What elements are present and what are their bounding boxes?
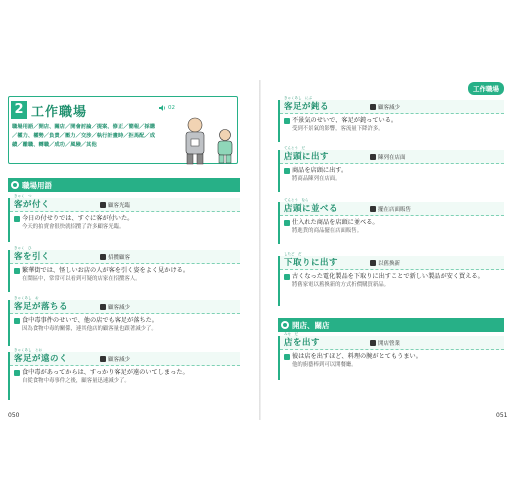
vocab-entry bbox=[278, 96, 504, 142]
example-translation: 將商品陳列在店面。 bbox=[292, 176, 341, 182]
vocab-entry bbox=[8, 246, 240, 292]
section-title: 開店、關店 bbox=[292, 320, 330, 330]
book-icon bbox=[370, 154, 376, 160]
entry-header bbox=[280, 252, 504, 270]
example-japanese-text: 繁華街では、怪しいお店の人が客を引く姿をよく見かける。 bbox=[22, 267, 190, 274]
vocab-entry bbox=[278, 198, 504, 244]
entry-ruby: きゃく つ bbox=[14, 194, 32, 198]
book-icon bbox=[100, 356, 106, 362]
entry-example bbox=[10, 314, 240, 335]
entry-term: 店を出す bbox=[284, 338, 321, 348]
entry-ruby: きゃくあし にぶ bbox=[284, 96, 312, 100]
example-translation: 在鬧區中，常常可以看到可疑的店家在招攬客人。 bbox=[22, 276, 141, 282]
example-marker-icon bbox=[14, 216, 20, 222]
example-translation: 將進貨的商品擺在店面販售。 bbox=[292, 228, 363, 234]
entry-meaning bbox=[370, 103, 400, 111]
example-translation: 自從食物中毒事件之後，顧客量迅速減少了。 bbox=[22, 378, 130, 384]
entry-meaning-text: 顧客減少 bbox=[108, 357, 131, 363]
entry-meaning-text: 擺在店面販售 bbox=[378, 207, 412, 213]
entry-ruby: きゃくあし とお bbox=[14, 348, 42, 352]
entry-example bbox=[280, 164, 504, 185]
vocab-entry bbox=[278, 332, 504, 380]
speaker-icon bbox=[159, 105, 167, 111]
example-japanese-text: 彼は店を出すほど、料理の腕がとてもうまい。 bbox=[292, 353, 422, 360]
entry-meaning bbox=[100, 355, 130, 363]
example-translation: 他的廚藝棒到可以開餐廳。 bbox=[292, 362, 357, 368]
entry-meaning-text: 顧客減少 bbox=[378, 105, 401, 111]
entry-header bbox=[10, 194, 240, 212]
entry-header bbox=[280, 332, 504, 350]
entry-term: 客が付く bbox=[14, 200, 51, 210]
office-workers-illustration bbox=[169, 115, 241, 167]
entry-header bbox=[280, 198, 504, 216]
entry-meaning-text: 陳列在店面 bbox=[378, 155, 406, 161]
entry-header bbox=[10, 348, 240, 366]
example-marker-icon bbox=[14, 370, 20, 376]
example-translation: 今天的拍賣會很快就招攬了許多顧客光臨。 bbox=[22, 224, 125, 230]
entry-meaning-text: 顧客減少 bbox=[108, 305, 131, 311]
entry-example bbox=[280, 350, 504, 371]
example-japanese-text: 仕入れた商品を店頭に並べる。 bbox=[292, 219, 379, 226]
book-icon bbox=[100, 304, 106, 310]
entry-meaning bbox=[100, 253, 130, 261]
vocab-entry bbox=[8, 348, 240, 400]
entry-meaning bbox=[370, 339, 400, 347]
entry-example bbox=[10, 212, 240, 233]
section-bullet-icon bbox=[281, 321, 289, 329]
example-marker-icon bbox=[284, 354, 290, 360]
example-translation: 受到不景氣的影響，客流量下降許多。 bbox=[292, 126, 384, 132]
entry-header bbox=[10, 296, 240, 314]
entry-example bbox=[280, 270, 504, 291]
example-japanese bbox=[14, 214, 236, 223]
entry-meaning-text: 招攬顧客 bbox=[108, 255, 131, 261]
example-translation: 將舊家電以舊換新的方式折價購買新品。 bbox=[292, 282, 390, 288]
section-bullet-icon bbox=[11, 181, 19, 189]
example-japanese bbox=[14, 316, 236, 325]
chapter-keywords: 職場用語／開店、關店／開會討論／提案、修正／簡報／採購／權力、權勢／負責／壓力／交涉／執行計畫時／拒馬配／成績／離職、轉職／成功／風險／其他 bbox=[12, 124, 156, 148]
entry-term: 客足が落ちる bbox=[14, 302, 69, 312]
entry-example bbox=[280, 114, 504, 135]
entry-term: 下取りに出す bbox=[284, 258, 339, 268]
book-icon bbox=[370, 260, 376, 266]
chapter-tab: 工作職場 bbox=[468, 82, 504, 95]
chapter-header bbox=[8, 96, 238, 164]
entry-term: 客を引く bbox=[14, 252, 51, 262]
book-icon bbox=[370, 206, 376, 212]
entry-meaning bbox=[370, 259, 400, 267]
audio-track-number: 02 bbox=[168, 105, 175, 111]
entry-header bbox=[280, 96, 504, 114]
entry-meaning bbox=[370, 205, 411, 213]
chapter-title: 工作職場 bbox=[31, 105, 88, 120]
audio-track[interactable] bbox=[159, 105, 175, 111]
entry-meaning bbox=[370, 153, 406, 161]
vocab-entry bbox=[278, 252, 504, 306]
entry-term: 店頭に並べる bbox=[284, 204, 339, 214]
entry-example bbox=[10, 264, 240, 285]
entry-meaning bbox=[100, 303, 130, 311]
example-marker-icon bbox=[284, 118, 290, 124]
entry-term: 客足が遠のく bbox=[14, 354, 69, 364]
book-icon bbox=[370, 104, 376, 110]
book-icon bbox=[100, 254, 106, 260]
entry-term: 客足が鈍る bbox=[284, 102, 330, 112]
vocab-entry bbox=[8, 194, 240, 242]
example-japanese bbox=[14, 266, 236, 275]
entry-ruby: きゃく ひ bbox=[14, 246, 32, 250]
entry-ruby: てんとう だ bbox=[284, 146, 305, 150]
example-marker-icon bbox=[284, 168, 290, 174]
example-marker-icon bbox=[284, 220, 290, 226]
example-japanese bbox=[284, 272, 500, 281]
example-japanese-text: 不景気のせいで、客足が鈍っている。 bbox=[292, 117, 398, 124]
book-gutter bbox=[259, 80, 261, 420]
section-title: 職場用語 bbox=[22, 180, 52, 190]
entry-meaning-text: 開店營業 bbox=[378, 341, 401, 347]
entry-ruby: したど だ bbox=[284, 252, 302, 256]
page-number-left: 050 bbox=[8, 412, 20, 419]
entry-ruby: きゃくあし お bbox=[14, 296, 39, 300]
book-icon bbox=[370, 340, 376, 346]
example-japanese-text: 今日の付せりでは、すぐに客が付いた。 bbox=[22, 215, 134, 222]
entry-ruby: みせ だ bbox=[284, 332, 298, 336]
example-japanese bbox=[284, 166, 500, 175]
example-japanese-text: 商品を店頭に出す。 bbox=[292, 167, 348, 174]
example-translation: 因為食物中毒的關係，連其他店的顧客量也跟著減少了。 bbox=[22, 326, 157, 332]
example-marker-icon bbox=[14, 268, 20, 274]
entry-meaning bbox=[100, 201, 130, 209]
example-japanese bbox=[284, 218, 500, 227]
example-marker-icon bbox=[14, 318, 20, 324]
section-bar-workplace-terms bbox=[8, 178, 240, 192]
example-japanese bbox=[284, 352, 500, 361]
section-bar-open-close bbox=[278, 318, 504, 332]
page-number-right: 051 bbox=[496, 412, 508, 419]
entry-example bbox=[280, 216, 504, 237]
example-japanese-text: 古くなった電化製品を下取りに出すことで新しい製品が安く買える。 bbox=[292, 273, 484, 280]
example-marker-icon bbox=[284, 274, 290, 280]
entry-ruby: てんとう なら bbox=[284, 198, 309, 202]
entry-header bbox=[10, 246, 240, 264]
example-japanese bbox=[284, 116, 500, 125]
example-japanese bbox=[14, 368, 236, 377]
entry-header bbox=[280, 146, 504, 164]
entry-term: 店頭に出す bbox=[284, 152, 330, 162]
vocab-entry bbox=[8, 296, 240, 346]
entry-meaning-text: 顧客光臨 bbox=[108, 203, 131, 209]
entry-meaning-text: 以舊換新 bbox=[378, 261, 401, 267]
example-japanese-text: 食中毒事件のせいで、他の店でも客足が落ちた。 bbox=[22, 317, 158, 324]
vocab-entry bbox=[278, 146, 504, 192]
example-japanese-text: 食中毒があってからは、すっかり客足が遠のいてしまった。 bbox=[22, 369, 189, 376]
chapter-number: 2 bbox=[11, 101, 27, 119]
entry-example bbox=[10, 366, 240, 387]
book-icon bbox=[100, 202, 106, 208]
